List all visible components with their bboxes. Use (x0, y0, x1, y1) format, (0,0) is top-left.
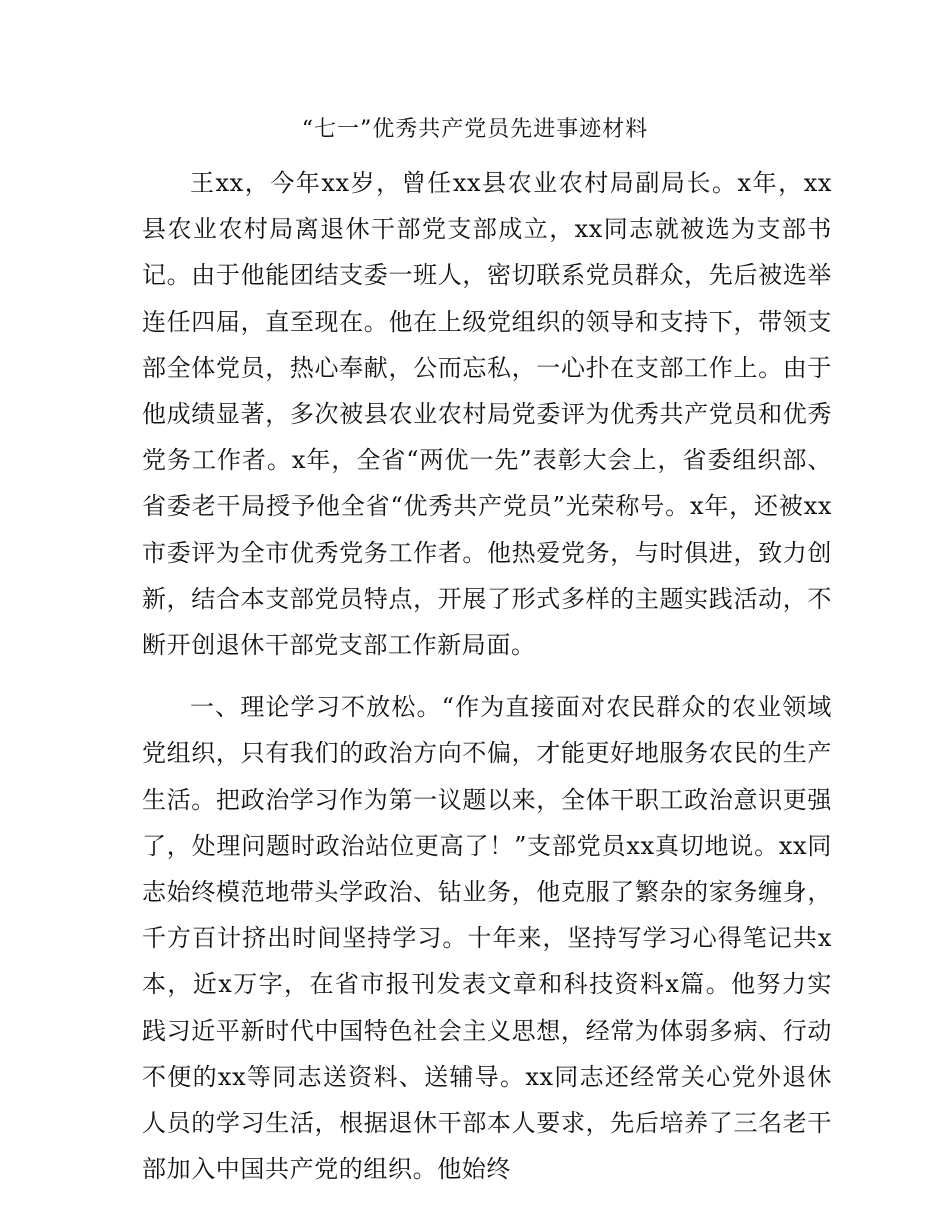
document-body (142, 160, 832, 1192)
document-title: “七一”优秀共产党员先进事迹材料 (301, 117, 649, 142)
paragraph-intro: 王xx，今年xx岁，曾任xx县农业农村局副局长。x年，xx县农业农村局离退休干部党支部成立，xx同志就被选为支部书记。由于他能团结支委一班人，密切联系党员群众，先后被选举连任四届，直至现在。他在上级党组织的领导和支持下，带领支部全体党员，热心奉献，公而忘私，一心扑在支部工作上。由于他成绩显著，多次被县农业农村局党委评为优秀共产党员和优秀党务工作者。x年，全省“两优一先”表彰大会上，省委组织部、省委老干局授予他全省“优秀共产党员”光荣称号。x年，还被xx市委评为全市优秀党务工作者。他热爱党务，与时俱进，致力创新，结合本支部党员特点，开展了形式多样的主题实践活动，不断开创退休干部党支部工作新局面。 (142, 169, 832, 660)
paragraph-theory-study: 一、理论学习不放松。“作为直接面对农民群众的农业领域党组织，只有我们的政治方向不偏，才能更好地服务农民的生产生活。把政治学习作为第一议题以来，全体干职工政治意识更强了，处理问题时政治站位更高了！”支部党员xx真切地说。xx同志始终模范地带头学政治、钻业务，他克服了繁杂的家务缠身，千方百计挤出时间坚持学习。十年来，坚持写学习心得笔记共x本，近x万字，在省市报刊发表文章和科技资料x篇。他努力实践习近平新时代中国特色社会主义思想，经常为体弱多病、行动不便的xx等同志送资料、送辅导。xx同志还经常关心党外退休人员的学习生活，根据退休干部本人要求，先后培养了三名老干部加入中国共产党的组织。他始终 (142, 693, 832, 1184)
